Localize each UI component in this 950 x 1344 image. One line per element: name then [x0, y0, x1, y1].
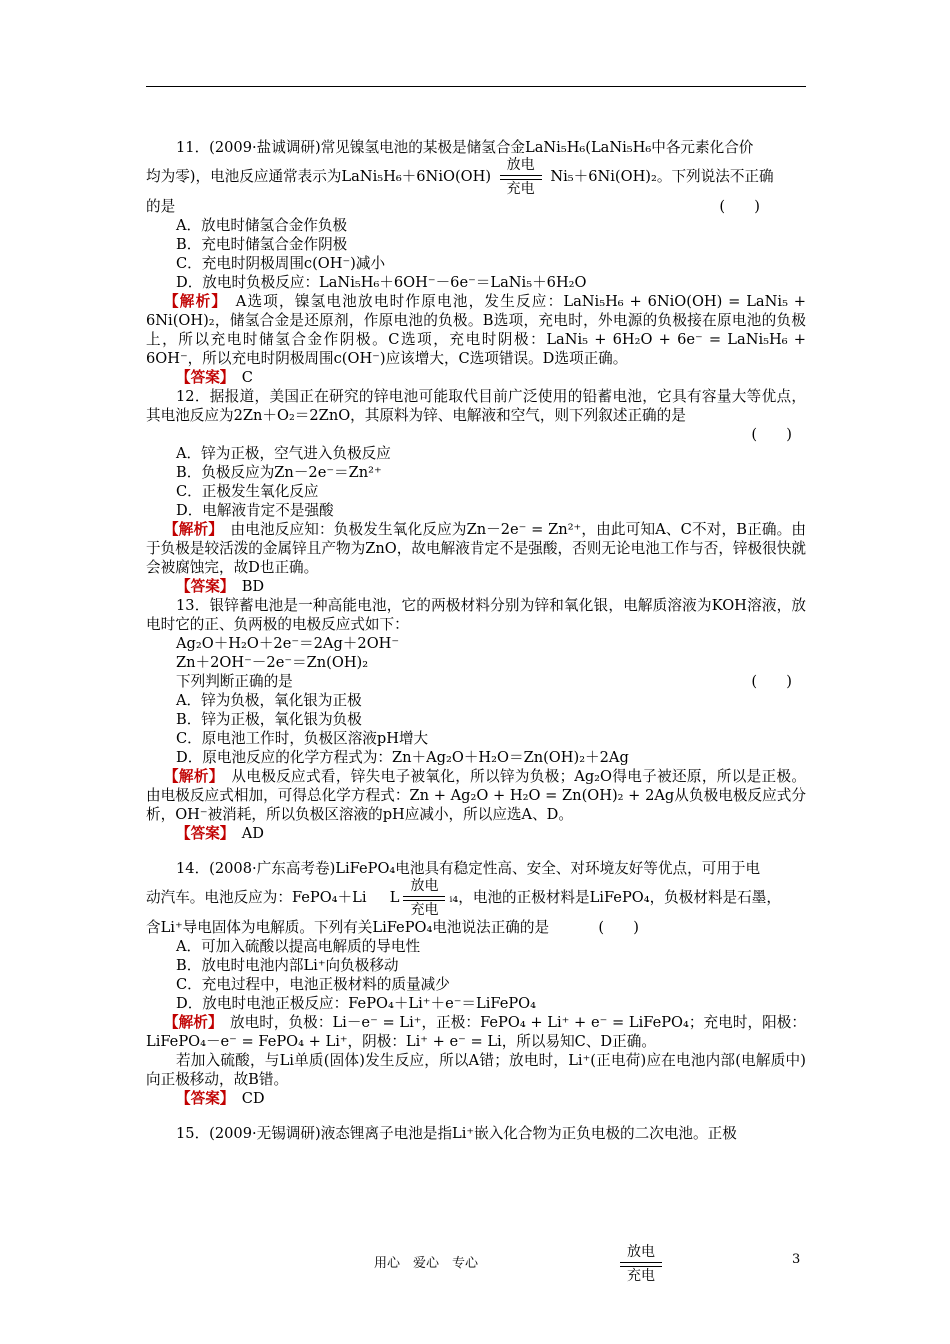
footer-motto: 用心 爱心 专心	[374, 1256, 479, 1271]
q14-option-d: D．放电时电池正极反应：FePO₄＋Li⁺＋e⁻＝LiFePO₄	[176, 995, 536, 1012]
answer-tag: 【答案】	[176, 825, 228, 842]
q12-stem: 12．据报道，美国正在研究的锌电池可能取代目前广泛使用的铅蓄电池，它具有容量大等优点，其电池反应为2Zn＋O₂＝2ZnO，其原料为锌、电解液和空气，则下列叙述正确的是	[146, 388, 806, 424]
q13-answer-blank: ( )	[751, 673, 792, 690]
q14-stem-line3	[146, 918, 806, 937]
q13-stem: 13．银锌蓄电池是一种高能电池，它的两极材料分别为锌和氧化银，电解质溶液为KOH溶液，放电时它的正、负两极的电极反应式如下：	[146, 597, 806, 633]
q13-option-c: C．原电池工作时，负极区溶液pH增大	[176, 730, 429, 747]
q14-option-b: B．放电时电池内部Li⁺向负极移动	[176, 957, 399, 974]
analysis-tag: 【解析】	[164, 768, 217, 785]
q13-option-a: A．锌为负极，氧化银为正极	[176, 692, 362, 709]
reversible-arrow-icon	[618, 1244, 664, 1284]
q13-equation-1: Ag₂O＋H₂O＋2e⁻＝2Ag＋2OH⁻	[176, 635, 400, 652]
q12-option-b: B．负极反应为Zn－2e⁻＝Zn²⁺	[176, 464, 382, 481]
analysis-tag: 【解析】	[164, 1014, 216, 1031]
q14-answer-blank: ( )	[598, 919, 639, 936]
document-body	[146, 138, 806, 1143]
reversible-arrow-icon	[498, 157, 544, 197]
q13-option-d: D．原电池反应的化学方程式为：Zn＋Ag₂O＋H₂O＝Zn(OH)₂＋2Ag	[176, 749, 629, 766]
q14-analysis-text: 放电时，负极：Li－e⁻ = Li⁺，正极：FePO₄ + Li⁺ + e⁻ = LiFePO₄；充电时，阳极：LiFePO₄－e⁻ = FePO₄ + Li⁺，阴极：Li⁺ + e⁻ = Li，所以易知C、D正确。	[146, 1014, 806, 1050]
q14-option-c: C．充电过程中，电池正极材料的质量减少	[176, 976, 450, 993]
q13-prompt-line	[146, 672, 806, 691]
q13-answer	[146, 824, 806, 843]
q12-option-c: C．正极发生氧化反应	[176, 483, 319, 500]
q12-paren-line	[146, 425, 806, 444]
analysis-tag: 【解析】	[164, 293, 220, 310]
q14-option-a: A．可加入硫酸以提高电解质的导电性	[176, 938, 421, 955]
q14-stem-part-c: ᵢ₄，电池的正极材料是LiFePO₄，负极材料是石墨，	[449, 889, 781, 906]
q12-answer-value: BD	[241, 578, 265, 595]
q11-option-d: D．放电时负极反应：LaNi₅H₆＋6OH⁻－6e⁻＝LaNi₅＋6H₂O	[176, 274, 587, 291]
arrow-discharge-label: 放电	[506, 157, 535, 173]
q11-analysis	[146, 292, 806, 368]
q13-analysis	[146, 767, 806, 824]
q14-answer	[146, 1089, 806, 1108]
q13-option-b: B．锌为正极，氧化银为负极	[176, 711, 362, 728]
reversible-arrow-icon	[401, 878, 447, 918]
arrow-charge-label: 充电	[627, 1268, 655, 1284]
arrow-charge-label: 充电	[506, 181, 535, 197]
analysis-tag: 【解析】	[164, 521, 216, 538]
q11-stem-part-b: Ni₅＋6Ni(OH)₂。下列说法不正确	[550, 168, 774, 185]
q13-prompt: 下列判断正确的是	[176, 673, 293, 690]
answer-tag: 【答案】	[176, 1090, 228, 1107]
q14-stem-part-b: L	[389, 889, 400, 906]
q14-stem-part-a: 动汽车。电池反应为：FePO₄＋Li	[146, 889, 367, 906]
q11-answer-blank: ( )	[719, 198, 760, 215]
answer-tag: 【答案】	[176, 578, 228, 595]
q14-stem-line1: 14．(2008·广东高考卷)LiFePO₄电池具有稳定性高、安全、对环境友好等优点，可用于电	[176, 860, 761, 877]
q11-answer-value: C	[241, 369, 253, 386]
q11-answer	[146, 368, 806, 387]
q12-analysis	[146, 520, 806, 577]
q14-stem-line2	[146, 878, 806, 918]
answer-tag: 【答案】	[176, 369, 228, 386]
q15-stem: 15．(2009·无锡调研)液态锂离子电池是指Li⁺嵌入化合物为正负电极的二次电池。正极	[176, 1125, 737, 1142]
q11-stem-line1: 11．(2009·盐诚调研)常见镍氢电池的某极是储氢合金LaNi₅H₆(LaNi₅H₆中各元素化合价	[176, 139, 754, 156]
q14-answer-value: CD	[241, 1090, 265, 1107]
q14-analysis	[146, 1013, 806, 1051]
q12-analysis-text: 由电池反应知：负极发生氧化反应为Zn－2e⁻ = Zn²⁺，由此可知A、C不对，B正确。由于负极是较活泼的金属锌且产物为ZnO，故电解液肯定不是强酸，否则无论电池工作与否，锌极很快就会被腐蚀完，故D也正确。	[146, 521, 806, 576]
arrow-discharge-label: 放电	[410, 878, 439, 894]
q12-answer	[146, 577, 806, 596]
q12-option-a: A．锌为正极，空气进入负极反应	[176, 445, 391, 462]
q11-option-b: B．充电时储氢合金作阴极	[176, 236, 348, 253]
q14-analysis-2: 若加入硫酸，与Li单质(固体)发生反应，所以A错；放电时，Li⁺(正电荷)应在电池内部(电解质中)向正极移动，故B错。	[146, 1052, 806, 1088]
q11-stem-line3	[146, 197, 806, 216]
q13-answer-value: AD	[241, 825, 264, 842]
q11-option-a: A．放电时储氢合金作负极	[176, 217, 348, 234]
q11-analysis-text: A选项，镍氢电池放电时作原电池，发生反应：LaNi₅H₆ + 6NiO(OH) = LaNi₅ + 6Ni(OH)₂，储氢合金是还原剂，作原电池的负极。B选项，充电时，外电源的负极接在原电池的负极上，所以充电时储氢合金作阴极。C选项，充电时阴极：LaNi₅ + 6H₂O + 6e⁻ = LaNi₅H₆ + 6OH⁻，所以充电时阴极周围c(OH⁻)应该增大，C选项错误。D选项正确。	[146, 293, 806, 367]
q13-equation-2: Zn＋2OH⁻－2e⁻＝Zn(OH)₂	[176, 654, 369, 671]
arrow-discharge-label: 放电	[627, 1244, 655, 1260]
q12-answer-blank: ( )	[751, 426, 792, 443]
q11-stem-part-a: 均为零)，电池反应通常表示为LaNi₅H₆＋6NiO(OH)	[146, 168, 492, 185]
page-number: 3	[792, 1252, 801, 1267]
q11-stem-line2	[146, 157, 806, 197]
header-rule	[146, 86, 806, 87]
q12-option-d: D．电解液肯定不是强酸	[176, 502, 334, 519]
q14-stem-end: 含Li⁺导电固体为电解质。下列有关LiFePO₄电池说法正确的是	[146, 919, 550, 936]
q13-analysis-text: 从电极反应式看，锌失电子被氧化，所以锌为负极；Ag₂O得电子被还原，所以是正极。由电极反应式相加，可得总化学方程式：Zn + Ag₂O + H₂O = Zn(OH)₂ + 2Ag从负极电极反应式分析，OH⁻被消耗，所以负极区溶液的pH应减小，所以应选A、D。	[146, 768, 806, 823]
q11-stem-end: 的是	[146, 198, 176, 215]
q11-option-c: C．充电时阴极周围c(OH⁻)减小	[176, 255, 386, 272]
arrow-charge-label: 充电	[410, 902, 439, 918]
